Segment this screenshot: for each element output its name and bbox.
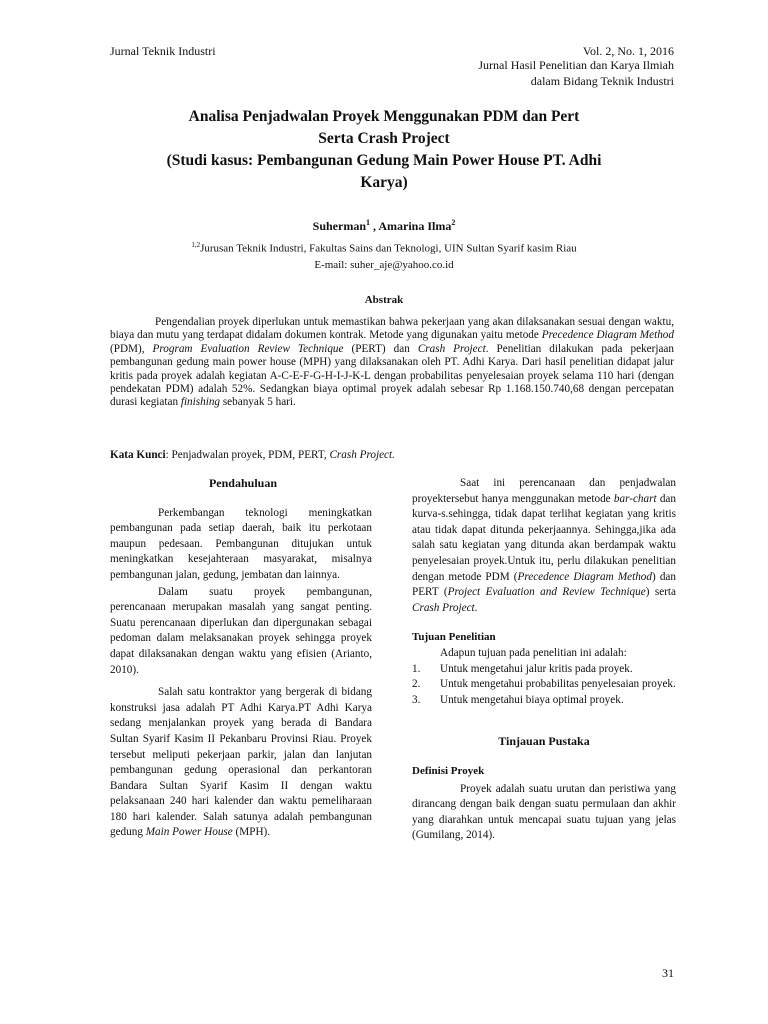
pendahuluan-p3-a: Salah satu kontraktor yang bergerak di bidang konstruksi jasa adalah PT Adhi Karya.PT Adhi Karya sedang menjalankan proyek yang berada di Bandara Sultan Syarif Kasim II Pekanbaru Provinsi Riau. Proyek tersebut meliputi pekerjaan parkir, jalan dan lanjutan pembangunan gedung operasional dan perkantoran Bandara Sultan Syarif Kasim II dengan waktu pelaksanaan 240 hari kalender dan waktu pemeliharaan 180 hari kalender. Salah satunya adalah pembangunan gedung xyxy=(110,686,372,839)
pendahuluan-p3 xyxy=(110,685,372,841)
author-1: Suherman xyxy=(312,219,366,233)
bg-text-b: dan kurva-s.sehingga, tidak dapat terlihat kegiatan yang kritis atau tidak dapat ditunda pekerjaannya. Sehingga,jika ada salah satu kegiatan yang ditunda akan berdampak waktu penyelesaian proyek.Untuk itu, perlu dilakukan penelitian dengan metode PDM ( xyxy=(412,492,676,583)
list-item-number: 2. xyxy=(412,678,421,691)
pendahuluan-p2: Dalam suatu proyek pembangunan, perencanaan merupakan masalah yang sangat penting. Suatu perencanaan diperlukan dan dipergunakan sebagai pedoman dalam melaksanakan proyek sehingga proyek dapat dilaksanakan dengan waktu yang efisien (Arianto, 2010). xyxy=(110,585,372,676)
page-number: 31 xyxy=(662,966,674,980)
abstract-finishing-term: finishing xyxy=(180,396,221,409)
abstract-text-2: (PDM), xyxy=(110,342,153,355)
list-item-number: 3. xyxy=(412,693,421,706)
abstract-heading: Abstrak xyxy=(364,294,404,306)
abstract-body xyxy=(110,316,674,410)
abstract-pdm-term: Precedence Diagram Method xyxy=(541,329,674,342)
author-list xyxy=(100,218,668,234)
author-separator: , xyxy=(370,219,379,233)
abstract-pert-term: Program Evaluation Review Technique xyxy=(152,342,344,355)
list-item xyxy=(412,693,676,709)
bg-text-e: . xyxy=(474,601,478,614)
list-item-number: 1. xyxy=(412,662,421,675)
list-item-text: Untuk mengetahui biaya optimal proyek. xyxy=(440,693,624,706)
abstract-crash-term: Crash Project xyxy=(417,342,486,355)
list-item xyxy=(412,662,676,678)
title-line-1: Analisa Penjadwalan Proyek Menggunakan PDM dan Pert xyxy=(188,108,580,125)
tujuan-list xyxy=(412,662,676,709)
tujuan-heading: Tujuan Penelitian xyxy=(412,631,496,644)
definisi-text: Proyek adalah suatu urutan dan peristiwa yang dirancang dengan baik dengan suatu permulaan dan akhir yang diarahkan untuk mencapai suatu tujuan yang jelas (Gumilang, 2014). xyxy=(412,782,676,842)
title-line-4: Karya) xyxy=(360,174,408,191)
email: E-mail: suher_aje@yahoo.co.id xyxy=(314,258,454,271)
author-1-sup: 1 xyxy=(366,218,370,227)
list-item-text: Untuk mengetahui probabilitas penyelesaian proyek. xyxy=(440,678,676,691)
journal-name: Jurnal Teknik Industri xyxy=(110,44,216,58)
list-item xyxy=(412,677,676,693)
keywords-italic: Crash Project. xyxy=(329,449,395,461)
left-column xyxy=(110,476,372,841)
affiliation: Jurusan Teknik Industri, Fakultas Sains dan Teknologi, UIN Sultan Syarif kasim Riau xyxy=(200,242,577,255)
pendahuluan-p1: Perkembangan teknologi meningkatkan pembangunan pada setiap daerah, baik itu perkotaan maupun pedesaan. Pembangunan ditujukan untuk meningkatkan kesejahteraan masyarakat, misalnya pembangunan jalan, gedung, jembatan dan lainnya. xyxy=(110,506,372,581)
definisi-heading: Definisi Proyek xyxy=(412,764,485,777)
author-2: Amarina Ilma xyxy=(378,219,452,233)
abstract-text-3: (PERT) dan xyxy=(343,342,418,355)
background-paragraph xyxy=(412,476,676,616)
title-line-2: Serta Crash Project xyxy=(318,130,450,147)
journal-subtitle-1: Jurnal Hasil Penelitian dan Karya Ilmiah xyxy=(478,58,674,72)
author-2-sup: 2 xyxy=(451,218,456,227)
right-column xyxy=(412,476,676,844)
pendahuluan-heading: Pendahuluan xyxy=(208,476,278,490)
bg-text-d: ) serta xyxy=(645,586,676,599)
bg-italic-pdm: Precedence Diagram Method xyxy=(517,570,652,583)
paper-title xyxy=(100,106,668,194)
bg-text-a: Saat ini perencanaan dan penjadwalan proyektersebut hanya menggunakan metode xyxy=(412,477,676,505)
bg-italic-pert: Project Evaluation and Review Technique xyxy=(447,586,646,599)
keywords-text: : Penjadwalan proyek, PDM, PERT, xyxy=(165,449,330,461)
abstract-text-5: sebanyak 5 hari. xyxy=(220,396,296,409)
bg-italic-crash: Crash Project xyxy=(412,601,475,614)
abstract-text-4: . Penelitian dilakukan pada pekerjaan pembangunan gedung main power house (MPH) yang dilaksanakan oleh PT. Adhi Karya. Dari hasil penelitian didapat jalur kritis pada proyek adalah kegiatan A-C-E-F-G-H-I-J-K-L dengan probabilitas penyelesaian proyek selama 110 hari (dengan pendekatan PDM) adalah 52%. Sedangkan biaya optimal proyek adalah sebesar Rp 1.168.150.740,68 dengan percepatan durasi kegiatan xyxy=(110,342,674,409)
affil-sup: 1,2 xyxy=(191,241,201,249)
tinjauan-heading: Tinjauan Pustaka xyxy=(498,734,590,749)
keywords-label: Kata Kunci xyxy=(110,449,166,461)
pendahuluan-p3-italic: Main Power House xyxy=(145,826,233,839)
journal-subtitle-2: dalam Bidang Teknik Industri xyxy=(530,74,674,88)
keywords xyxy=(110,449,670,461)
bg-italic-barchart: bar-chart xyxy=(613,492,657,505)
affiliation-block xyxy=(100,238,668,272)
title-line-3: (Studi kasus: Pembangunan Gedung Main Power House PT. Adhi xyxy=(166,152,602,169)
journal-volume: Vol. 2, No. 1, 2016 xyxy=(582,44,674,58)
abstract-text-1: Pengendalian proyek diperlukan untuk memastikan bahwa pekerjaan yang akan dilaksanakan sesuai dengan waktu, biaya dan mutu yang terdapat didalam dokumen kontrak. Metode yang digunakan yaitu metode xyxy=(110,316,674,342)
tujuan-intro: Adapun tujuan pada penelitian ini adalah: xyxy=(440,646,627,659)
list-item-text: Untuk mengetahui jalur kritis pada proyek. xyxy=(440,662,633,675)
pendahuluan-p3-b: (MPH). xyxy=(232,826,271,839)
bg-text-c: ) dan PERT ( xyxy=(412,570,676,599)
